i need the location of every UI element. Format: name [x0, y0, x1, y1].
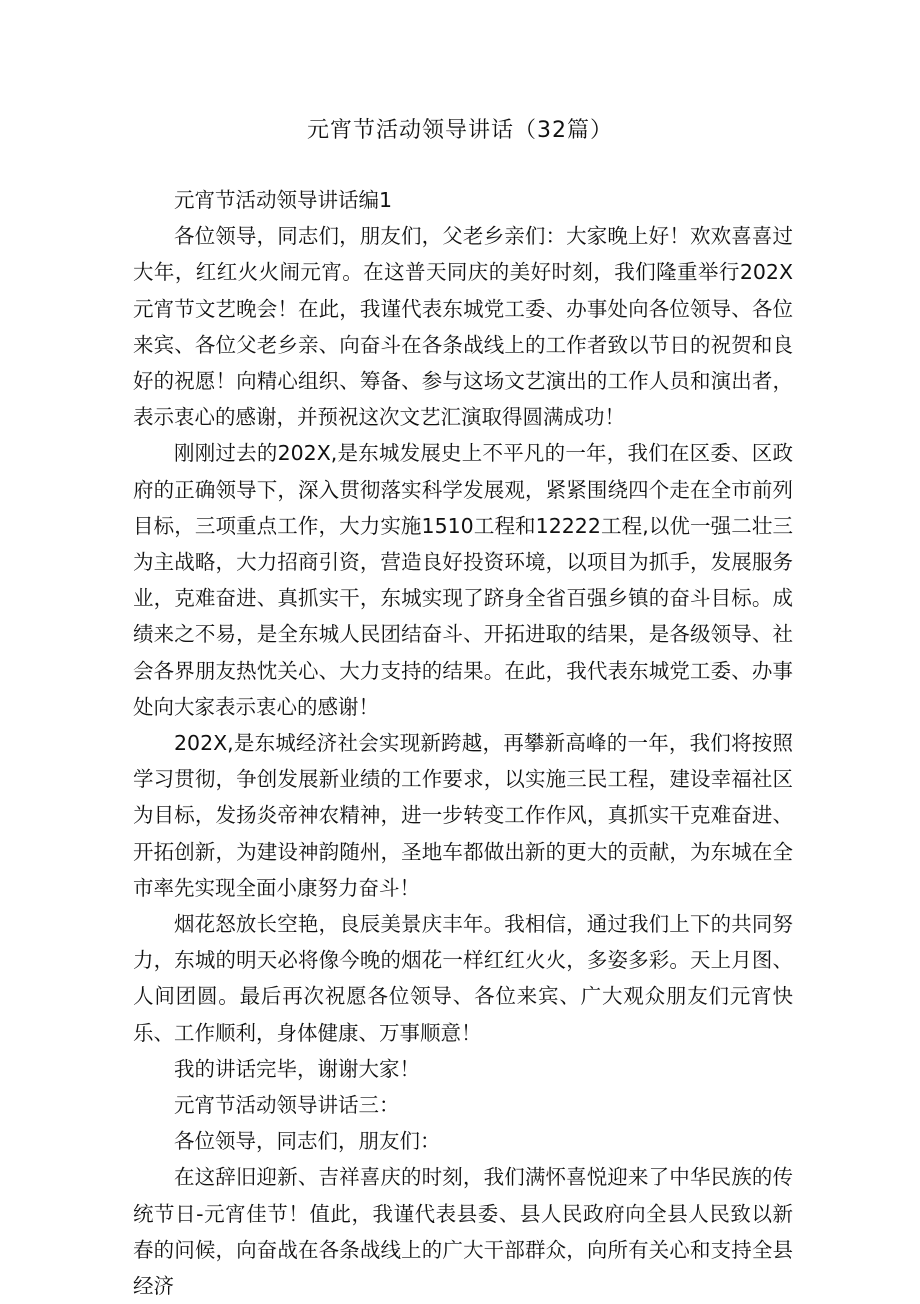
paragraph-opening: 在这辞旧迎新、吉祥喜庆的时刻，我们满怀喜悦迎来了中华民族的传统节日-元宵佳节！值此，我谨代表县委、县人民政府向全县人民致以新春的问候，向奋战在各条战线上的广大干部群众，向所有关心和支持全县经济 — [133, 1165, 793, 1299]
paragraph-subtitle-3: 元宵节活动领导讲话三： — [174, 1093, 400, 1118]
paragraph-subtitle-1: 元宵节活动领导讲话编1 — [174, 188, 393, 212]
paragraph-salutation: 各位领导，同志们，朋友们： — [174, 1129, 441, 1154]
document-body — [133, 182, 793, 1304]
paragraph-review: 刚刚过去的202X,是东城发展史上不平凡的一年，我们在区委、区政府的正确领导下，深入贯彻落实科学发展观，紧紧围绕四个走在全市前列目标，三项重点工作，大力实施1510工程和12222工程,以优一强二壮三为主战略，大力招商引资，营造良好投资环境，以项目为抓手，发展服务业，克难奋进、真抓实干，东城实现了跻身全省百强乡镇的奋斗目标。成绩来之不易，是全东城人民团结奋斗、开拓进取的结果，是各级领导、社会各界朋友热忱关心、大力支持的结果。在此，我代表东城党工委、办事处向大家表示衷心的感谢！ — [133, 441, 793, 719]
paragraph-closing: 我的讲话完毕，谢谢大家！ — [174, 1056, 420, 1081]
paragraph-wishes: 烟花怒放长空艳，良辰美景庆丰年。我相信，通过我们上下的共同努力，东城的明天必将像今晚的烟花一样红红火火，多姿多彩。天上月图、人间团圆。最后再次祝愿各位领导、各位来宾、广大观众朋友们元宵快乐、工作顺利，身体健康、万事顺意！ — [133, 912, 793, 1045]
document-title: 元宵节活动领导讲话（32篇） — [307, 118, 613, 143]
paragraph-plan: 202X,是东城经济社会实现新跨越，再攀新高峰的一年，我们将按照学习贯彻，争创发展新业绩的工作要求，以实施三民工程，建设幸福社区为目标，发扬炎帝神农精神，进一步转变工作作风，真抓实干克难奋进、开拓创新，为建设神韵随州，圣地车都做出新的更大的贡献，为东城在全市率先实现全面小康努力奋斗！ — [133, 731, 793, 900]
paragraph-greeting: 各位领导，同志们，朋友们，父老乡亲们：大家晚上好！欢欢喜喜过大年，红红火火闹元宵。在这普天同庆的美好时刻，我们隆重举行202X元宵节文艺晚会！在此，我谨代表东城党工委、办事处向各位领导、各位来宾、各位父老乡亲、向奋斗在各条战线上的工作者致以节日的祝贺和良好的祝愿！向精心组织、筹备、参与这场文艺演出的工作人员和演出者，表示衷心的感谢，并预祝这次文艺汇演取得圆满成功！ — [133, 224, 793, 430]
